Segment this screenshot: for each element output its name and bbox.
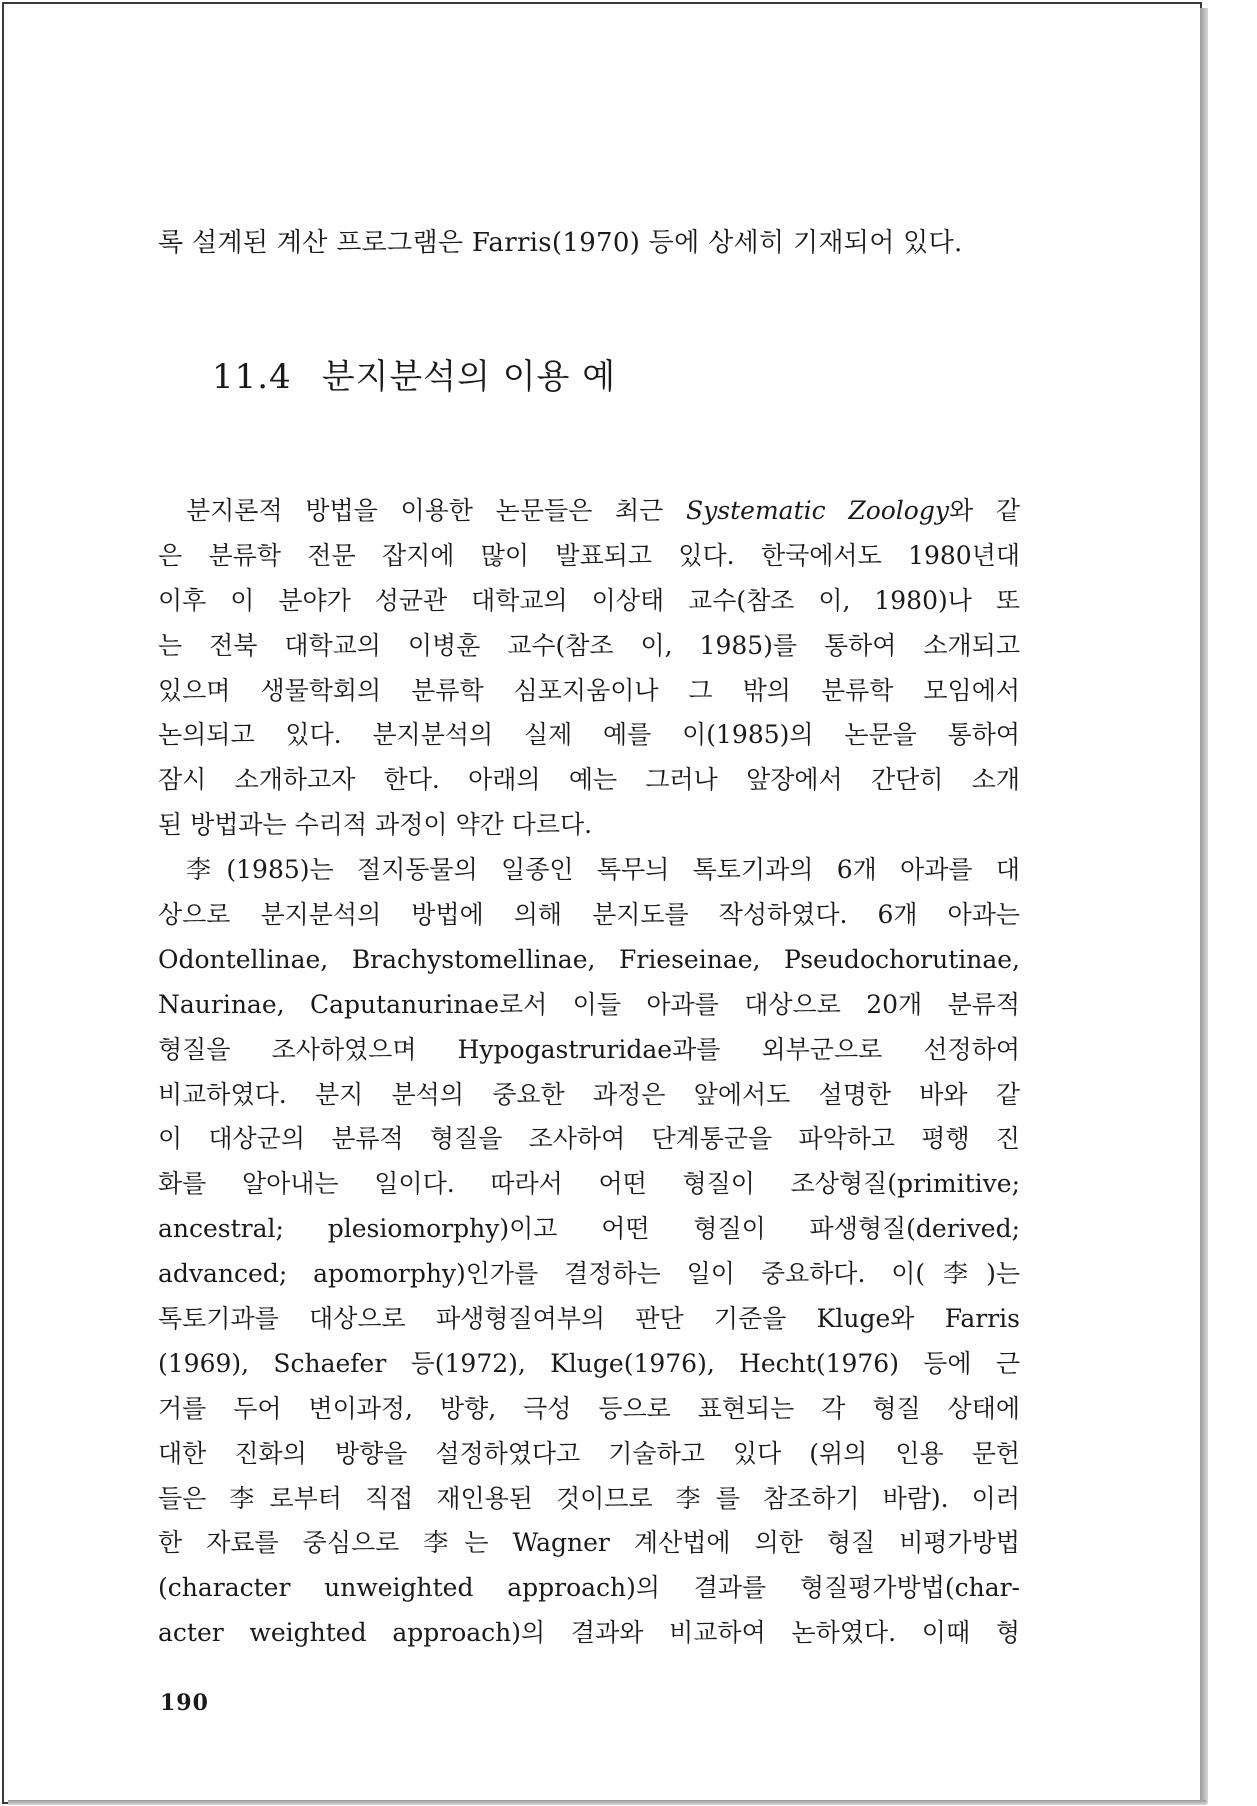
text-line: 있으며 생물학회의 분류학 심포지움이나 그 밖의 분류학 모임에서 (158, 675, 1020, 705)
text-line: 한 자료를 중심으로 李는 Wagner 계산법에 의한 형질 비평가방법 (158, 1528, 1020, 1558)
text-line: 李(1985)는 절지동물의 일종인 톡무늬 톡토기과의 6개 아과를 대 (186, 855, 1020, 885)
text-line: 형질을 조사하였으며 Hypogastruridae과를 외부군으로 선정하여 (158, 1034, 1020, 1064)
text-line: 은 분류학 전문 잡지에 많이 발표되고 있다. 한국에서도 1980년대 (158, 540, 1020, 570)
text-line: Odontellinae, Brachystomellinae, Frieseinae, Pseudochorutinae, (158, 944, 1020, 974)
text-line: Naurinae, Caputanurinae로서 이들 아과를 대상으로 20개 분류적 (158, 989, 1020, 1019)
page-number: 190 (160, 1690, 209, 1716)
text-line: ancestral; plesiomorphy)이고 어떤 형질이 파생형질(derived; (158, 1214, 1020, 1244)
text-line: advanced; apomorphy)인가를 결정하는 일이 중요하다. 이(李)는 (158, 1259, 1020, 1289)
text-line: 논의되고 있다. 분지분석의 실제 예를 이(1985)의 논문을 통하여 (158, 720, 1020, 750)
text-line: 된 방법과는 수리적 과정이 약간 다르다. (158, 810, 593, 840)
text-line: 상으로 분지분석의 방법에 의해 분지도를 작성하였다. 6개 아과는 (158, 900, 1020, 930)
text-line: 잠시 소개하고자 한다. 아래의 예는 그러나 앞장에서 간단히 소개 (158, 765, 1020, 795)
text-line: (character unweighted approach)의 결과를 형질평가방법(char- (158, 1573, 1020, 1603)
text-line: 이 대상군의 분류적 형질을 조사하여 단계통군을 파악하고 평행 진 (158, 1124, 1020, 1154)
section-title: 분지분석의 이용 예 (321, 357, 617, 397)
section-heading (212, 352, 616, 402)
page-shadow-bottom (8, 1800, 1206, 1805)
page-shadow-right (1200, 8, 1208, 1804)
text-line: 화를 알아내는 일이다. 따라서 어떤 형질이 조상형질(primitive; (158, 1169, 1020, 1199)
journal-name: Systematic Zoology (686, 496, 949, 525)
text-line: 이후 이 분야가 성균관 대학교의 이상태 교수(참조 이, 1980)나 또 (158, 585, 1020, 615)
text-line: acter weighted approach)의 결과와 비교하여 논하였다. 이때 형 (158, 1618, 1020, 1648)
text-line: 는 전북 대학교의 이병훈 교수(참조 이, 1985)를 통하여 소개되고 (158, 630, 1020, 660)
section-number: 11.4 (212, 357, 292, 397)
text-line: 거를 두어 변이과정, 방향, 극성 등으로 표현되는 각 형질 상태에 (158, 1393, 1020, 1423)
text-line: 대한 진화의 방향을 설정하였다고 기술하고 있다 (위의 인용 문헌 (158, 1438, 1020, 1468)
body-text (158, 489, 1020, 1656)
text-line: 비교하였다. 분지 분석의 중요한 과정은 앞에서도 설명한 바와 같 (158, 1079, 1020, 1109)
text-line: 분지론적 방법을 이용한 논문들은 최근 Systematic Zoology와 같 (186, 496, 1021, 525)
text-line: 들은 李로부터 직접 재인용된 것이므로 李를 참조하기 바람). 이러 (158, 1483, 1020, 1513)
text-line: 톡토기과를 대상으로 파생형질여부의 판단 기준을 Kluge와 Farris (158, 1304, 1020, 1334)
text-line: (1969), Schaefer 등(1972), Kluge(1976), Hecht(1976) 등에 근 (158, 1348, 1020, 1378)
continued-text-line: 록 설계된 계산 프로그램은 Farris(1970) 등에 상세히 기재되어 있다. (158, 228, 963, 258)
